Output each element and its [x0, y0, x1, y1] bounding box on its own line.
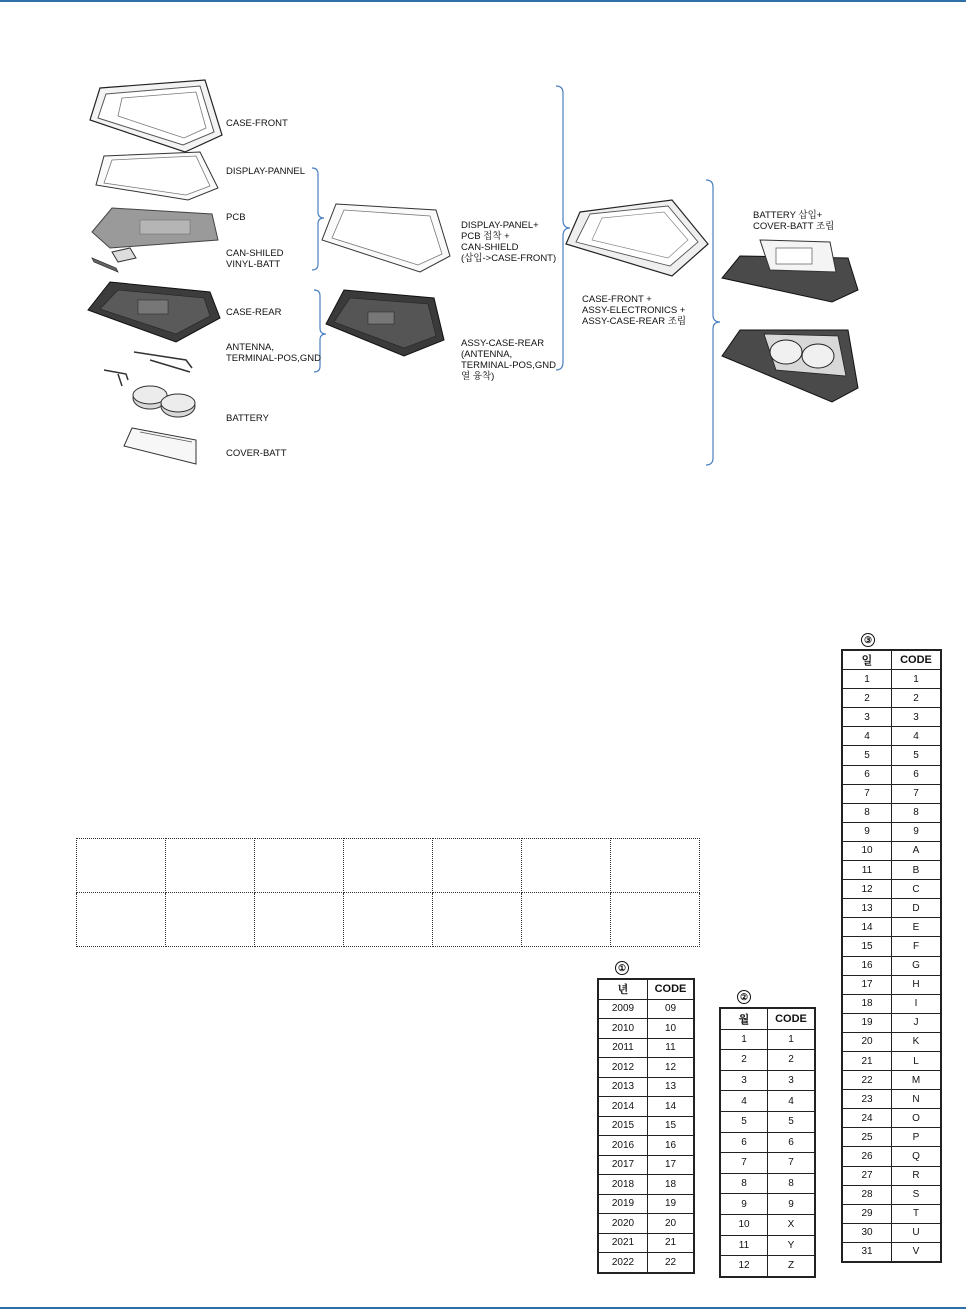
- bottom-rule: [0, 1307, 966, 1309]
- day-value-cell: 20: [842, 1032, 892, 1051]
- table-row: [720, 1029, 815, 1050]
- day-value-cell: 22: [842, 1071, 892, 1090]
- bracket-main-assy: [556, 86, 570, 370]
- code-header: CODE: [768, 1008, 816, 1029]
- label-pcb: PCB: [226, 212, 246, 223]
- table-row: [720, 1173, 815, 1194]
- table-row: [842, 822, 941, 841]
- table-row: [842, 1223, 941, 1242]
- month-value-cell: 4: [720, 1091, 768, 1112]
- table-row: [842, 1109, 941, 1128]
- case-rear-illustration: [88, 282, 220, 342]
- day-value-cell: 18: [842, 994, 892, 1013]
- display-pannel-illustration: [96, 152, 218, 200]
- month-value-cell: 11: [720, 1235, 768, 1256]
- table-row: [598, 1058, 694, 1078]
- table-row: [842, 975, 941, 994]
- bracket-display-group: [312, 168, 324, 270]
- code-value-cell: 21: [648, 1233, 695, 1253]
- day-value-cell: 27: [842, 1166, 892, 1185]
- table-row: [842, 1071, 941, 1090]
- day-value-cell: 9: [842, 822, 892, 841]
- table-row: [720, 1153, 815, 1174]
- year-value-cell: 2018: [598, 1175, 648, 1195]
- table-row: [720, 1050, 815, 1071]
- code-value-cell: J: [892, 1013, 942, 1032]
- code-value-cell: X: [768, 1214, 816, 1235]
- table-row: [598, 1097, 694, 1117]
- day-value-cell: 31: [842, 1242, 892, 1262]
- day-value-cell: 12: [842, 880, 892, 899]
- table-cell: [433, 893, 522, 947]
- day-code-table: [841, 649, 942, 1263]
- year-value-cell: 2016: [598, 1136, 648, 1156]
- code-value-cell: U: [892, 1223, 942, 1242]
- day-value-cell: 5: [842, 746, 892, 765]
- code-value-cell: 7: [892, 784, 942, 803]
- code-value-cell: 10: [648, 1019, 695, 1039]
- month-value-cell: 10: [720, 1214, 768, 1235]
- code-value-cell: 2: [768, 1050, 816, 1071]
- assembled-case-illustration: [566, 200, 708, 276]
- table-row: [842, 784, 941, 803]
- year-value-cell: 2015: [598, 1116, 648, 1136]
- empty-grid-table: [76, 838, 700, 947]
- table-cell: [344, 839, 433, 893]
- day-header: 일: [842, 650, 892, 670]
- table-row: [77, 893, 700, 947]
- battery-illustration: [133, 386, 195, 417]
- code-value-cell: 8: [892, 803, 942, 822]
- label-step-display: DISPLAY-PANEL+ PCB 접착 + CAN-SHIELD (삽입->CASE-FRONT): [461, 220, 557, 264]
- table-row: [720, 1091, 815, 1112]
- code-header: CODE: [648, 979, 695, 999]
- code-value-cell: 9: [892, 822, 942, 841]
- table-row: [842, 670, 941, 689]
- code-value-cell: 09: [648, 999, 695, 1019]
- code-value-cell: 22: [648, 1253, 695, 1273]
- final-assembly-with-cover-illustration: [722, 240, 858, 302]
- table-row: [598, 1038, 694, 1058]
- table-row: [842, 1204, 941, 1223]
- month-value-cell: 2: [720, 1050, 768, 1071]
- day-value-cell: 1: [842, 670, 892, 689]
- day-value-cell: 25: [842, 1128, 892, 1147]
- month-value-cell: 8: [720, 1173, 768, 1194]
- month-value-cell: 6: [720, 1132, 768, 1153]
- code-value-cell: 13: [648, 1077, 695, 1097]
- final-assembly-with-battery-illustration: [722, 330, 858, 402]
- table-row: [842, 1242, 941, 1262]
- table-row: [720, 1070, 815, 1091]
- day-value-cell: 4: [842, 727, 892, 746]
- day-value-cell: 29: [842, 1204, 892, 1223]
- code-value-cell: L: [892, 1051, 942, 1070]
- year-value-cell: 2017: [598, 1155, 648, 1175]
- year-value-cell: 2014: [598, 1097, 648, 1117]
- label-display-pannel: DISPLAY-PANNEL: [226, 166, 306, 177]
- day-table-marker: ③: [861, 633, 875, 647]
- code-value-cell: 4: [892, 727, 942, 746]
- table-row: [842, 708, 941, 727]
- day-value-cell: 15: [842, 937, 892, 956]
- code-value-cell: M: [892, 1071, 942, 1090]
- code-value-cell: 4: [768, 1091, 816, 1112]
- table-row: [842, 689, 941, 708]
- code-value-cell: 16: [648, 1136, 695, 1156]
- label-step-battery: BATTERY 삽입+ COVER-BATT 조립: [753, 210, 835, 232]
- day-value-cell: 30: [842, 1223, 892, 1242]
- code-value-cell: T: [892, 1204, 942, 1223]
- table-row: [598, 1214, 694, 1234]
- year-value-cell: 2009: [598, 999, 648, 1019]
- day-value-cell: 14: [842, 918, 892, 937]
- year-value-cell: 2011: [598, 1038, 648, 1058]
- year-value-cell: 2021: [598, 1233, 648, 1253]
- antenna-illustration: [104, 352, 192, 386]
- code-value-cell: 14: [648, 1097, 695, 1117]
- table-row: [842, 994, 941, 1013]
- table-row: [842, 937, 941, 956]
- code-value-cell: S: [892, 1185, 942, 1204]
- code-value-cell: 6: [892, 765, 942, 784]
- table-cell: [166, 839, 255, 893]
- code-value-cell: 1: [768, 1029, 816, 1050]
- code-value-cell: 6: [768, 1132, 816, 1153]
- day-value-cell: 28: [842, 1185, 892, 1204]
- table-row: [720, 1194, 815, 1215]
- table-row: [598, 1194, 694, 1214]
- table-row: [842, 1013, 941, 1032]
- table-row: [720, 1214, 815, 1235]
- table-row: [842, 1166, 941, 1185]
- code-value-cell: K: [892, 1032, 942, 1051]
- day-value-cell: 2: [842, 689, 892, 708]
- year-code-table: [597, 978, 695, 1274]
- code-value-cell: G: [892, 956, 942, 975]
- day-value-cell: 8: [842, 803, 892, 822]
- label-case-front: CASE-FRONT: [226, 118, 288, 129]
- table-row: [842, 1185, 941, 1204]
- table-row: [77, 839, 700, 893]
- code-value-cell: 8: [768, 1173, 816, 1194]
- table-row: [598, 999, 694, 1019]
- label-step-assy: CASE-FRONT + ASSY-ELECTRONICS + ASSY-CASE-REAR 조립: [582, 294, 687, 327]
- day-value-cell: 21: [842, 1051, 892, 1070]
- table-cell: [522, 839, 611, 893]
- table-row: [842, 727, 941, 746]
- can-shield-illustration: [92, 248, 136, 272]
- label-battery: BATTERY: [226, 413, 269, 424]
- code-value-cell: H: [892, 975, 942, 994]
- table-row: [842, 918, 941, 937]
- label-can-shiled: CAN-SHILED VINYL-BATT: [226, 248, 284, 270]
- day-value-cell: 7: [842, 784, 892, 803]
- code-value-cell: B: [892, 861, 942, 880]
- table-row: [842, 1147, 941, 1166]
- table-row: [842, 765, 941, 784]
- day-value-cell: 6: [842, 765, 892, 784]
- day-value-cell: 3: [842, 708, 892, 727]
- table-row: [720, 1111, 815, 1132]
- code-value-cell: 9: [768, 1194, 816, 1215]
- code-value-cell: 1: [892, 670, 942, 689]
- year-table-marker: ①: [615, 961, 629, 975]
- code-value-cell: 20: [648, 1214, 695, 1234]
- code-value-cell: 5: [892, 746, 942, 765]
- code-value-cell: 7: [768, 1153, 816, 1174]
- table-row: [842, 861, 941, 880]
- code-value-cell: C: [892, 880, 942, 899]
- table-cell: [77, 839, 166, 893]
- code-value-cell: 3: [768, 1070, 816, 1091]
- day-value-cell: 16: [842, 956, 892, 975]
- day-value-cell: 23: [842, 1090, 892, 1109]
- month-value-cell: 5: [720, 1111, 768, 1132]
- display-subassembly-illustration: [322, 204, 450, 272]
- month-value-cell: 12: [720, 1256, 768, 1277]
- table-cell: [255, 893, 344, 947]
- table-row: [842, 1032, 941, 1051]
- year-value-cell: 2019: [598, 1194, 648, 1214]
- year-value-cell: 2020: [598, 1214, 648, 1234]
- table-row: [720, 1132, 815, 1153]
- table-cell: [522, 893, 611, 947]
- bracket-final: [706, 180, 720, 465]
- day-value-cell: 13: [842, 899, 892, 918]
- table-row: [598, 1155, 694, 1175]
- code-value-cell: 12: [648, 1058, 695, 1078]
- code-value-cell: Z: [768, 1256, 816, 1277]
- code-value-cell: F: [892, 937, 942, 956]
- table-row: [842, 746, 941, 765]
- code-value-cell: 3: [892, 708, 942, 727]
- code-value-cell: 15: [648, 1116, 695, 1136]
- code-value-cell: O: [892, 1109, 942, 1128]
- year-value-cell: 2010: [598, 1019, 648, 1039]
- day-value-cell: 11: [842, 861, 892, 880]
- day-value-cell: 10: [842, 841, 892, 860]
- cover-batt-illustration: [124, 428, 196, 464]
- table-cell: [344, 893, 433, 947]
- table-row: [598, 1253, 694, 1273]
- table-row: [842, 803, 941, 822]
- case-front-illustration: [90, 80, 222, 152]
- year-value-cell: 2013: [598, 1077, 648, 1097]
- month-value-cell: 3: [720, 1070, 768, 1091]
- table-row: [598, 1233, 694, 1253]
- code-value-cell: P: [892, 1128, 942, 1147]
- table-cell: [433, 839, 522, 893]
- code-value-cell: E: [892, 918, 942, 937]
- month-value-cell: 9: [720, 1194, 768, 1215]
- day-value-cell: 26: [842, 1147, 892, 1166]
- table-row: [842, 841, 941, 860]
- label-antenna: ANTENNA, TERMINAL-POS,GND: [226, 342, 322, 364]
- code-value-cell: 17: [648, 1155, 695, 1175]
- code-header: CODE: [892, 650, 942, 670]
- table-cell: [255, 839, 344, 893]
- year-value-cell: 2012: [598, 1058, 648, 1078]
- code-value-cell: Y: [768, 1235, 816, 1256]
- code-value-cell: Q: [892, 1147, 942, 1166]
- month-value-cell: 1: [720, 1029, 768, 1050]
- code-value-cell: 2: [892, 689, 942, 708]
- table-row: [598, 1175, 694, 1195]
- label-case-rear: CASE-REAR: [226, 307, 282, 318]
- month-header: 월: [720, 1008, 768, 1029]
- day-value-cell: 24: [842, 1109, 892, 1128]
- table-cell: [611, 893, 700, 947]
- table-row: [842, 899, 941, 918]
- code-value-cell: 18: [648, 1175, 695, 1195]
- day-value-cell: 19: [842, 1013, 892, 1032]
- label-cover-batt: COVER-BATT: [226, 448, 287, 459]
- code-value-cell: V: [892, 1242, 942, 1262]
- rear-subassembly-illustration: [326, 290, 444, 356]
- table-cell: [166, 893, 255, 947]
- month-value-cell: 7: [720, 1153, 768, 1174]
- label-step-rear: ASSY-CASE-REAR (ANTENNA, TERMINAL-POS,GND 열 융착): [461, 338, 557, 382]
- table-row: [842, 1128, 941, 1147]
- table-cell: [77, 893, 166, 947]
- code-value-cell: I: [892, 994, 942, 1013]
- code-value-cell: R: [892, 1166, 942, 1185]
- table-row: [598, 1077, 694, 1097]
- day-value-cell: 17: [842, 975, 892, 994]
- table-row: [598, 1019, 694, 1039]
- code-value-cell: A: [892, 841, 942, 860]
- table-row: [720, 1256, 815, 1277]
- table-row: [842, 1090, 941, 1109]
- code-value-cell: N: [892, 1090, 942, 1109]
- table-row: [842, 1051, 941, 1070]
- pcb-illustration: [92, 208, 218, 248]
- table-row: [598, 1116, 694, 1136]
- table-row: [842, 956, 941, 975]
- code-value-cell: 5: [768, 1111, 816, 1132]
- table-row: [720, 1235, 815, 1256]
- table-row: [598, 1136, 694, 1156]
- month-table-marker: ②: [737, 990, 751, 1004]
- year-header: 년: [598, 979, 648, 999]
- table-cell: [611, 839, 700, 893]
- code-value-cell: 19: [648, 1194, 695, 1214]
- table-row: [842, 880, 941, 899]
- code-value-cell: D: [892, 899, 942, 918]
- month-code-table: [719, 1007, 816, 1278]
- code-value-cell: 11: [648, 1038, 695, 1058]
- year-value-cell: 2022: [598, 1253, 648, 1273]
